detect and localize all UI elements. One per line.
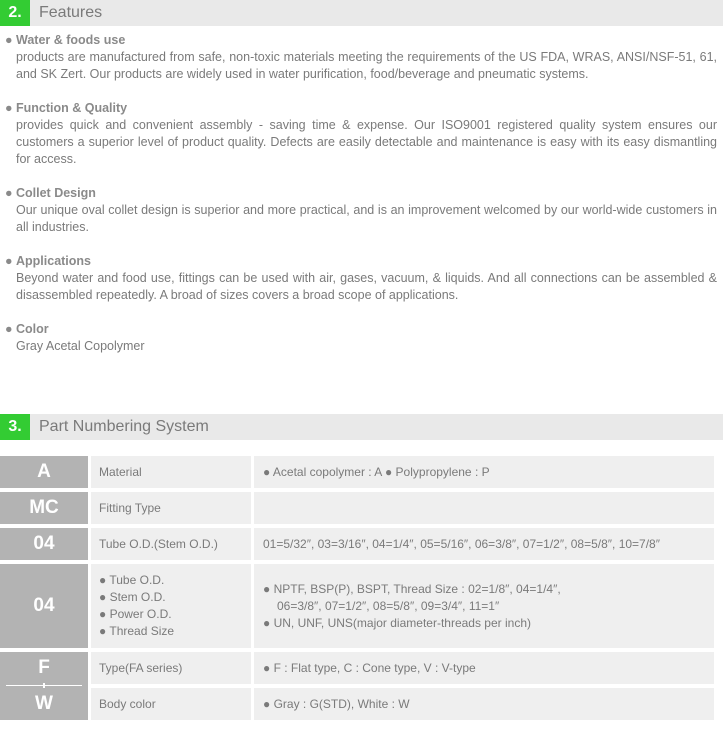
feature-applications bbox=[5, 253, 717, 304]
feature-water-foods bbox=[5, 32, 717, 83]
part-row-size-thread bbox=[0, 564, 714, 648]
label-line: ● Tube O.D. bbox=[99, 573, 165, 587]
feature-text: Beyond water and food use, fittings can be used with air, gases, vacuum, & liquids. And all connections can be assembled & disassembled repeatedly. A broad of sizes covers a broad scope of applications. bbox=[16, 271, 717, 302]
feature-color bbox=[5, 321, 717, 355]
part-label bbox=[91, 564, 251, 648]
value-line: ● UN, UNF, UNS(major diameter-threads per inch) bbox=[263, 615, 531, 630]
feature-title: Function & Quality bbox=[16, 101, 128, 115]
part-code: MC bbox=[0, 492, 88, 524]
part-value: ● Gray : G(STD), White : W bbox=[254, 688, 714, 720]
bullet-icon: ● bbox=[5, 101, 13, 115]
bullet-icon: ● bbox=[5, 186, 13, 200]
section-title: Features bbox=[39, 4, 103, 21]
part-row-fitting-type bbox=[0, 492, 714, 524]
code-connector bbox=[0, 683, 88, 688]
value-line: 06=3/8″, 07=1/2″, 08=5/8″, 09=3/4″, 11=1″ bbox=[277, 598, 500, 613]
part-row-type bbox=[0, 652, 714, 684]
part-label: Type(FA series) bbox=[91, 652, 251, 684]
label-line: ● Power O.D. bbox=[99, 607, 172, 621]
bullet-icon: ● bbox=[5, 322, 13, 336]
part-code: W bbox=[0, 688, 88, 720]
part-value: 01=5/32″, 03=3/16″, 04=1/4″, 05=5/16″, 06=3/8″, 07=1/2″, 08=5/8″, 10=7/8″ bbox=[254, 528, 714, 560]
feature-text: Our unique oval collet design is superior and more practical, and is an improvement welcomed by our world-wide customers in all industries. bbox=[16, 203, 717, 234]
part-value: ● F : Flat type, C : Cone type, V : V-type bbox=[254, 652, 714, 684]
part-code: 04 bbox=[0, 564, 88, 648]
part-code: 04 bbox=[0, 528, 88, 560]
part-numbering-header bbox=[0, 414, 723, 440]
part-row-body-color bbox=[0, 688, 714, 720]
feature-title: Color bbox=[16, 322, 49, 336]
features-header bbox=[0, 0, 723, 26]
part-code: A bbox=[0, 456, 88, 488]
section-number: 2. bbox=[0, 0, 30, 26]
bullet-icon: ● bbox=[5, 254, 13, 268]
part-label: Fitting Type bbox=[91, 492, 251, 524]
part-value bbox=[254, 564, 714, 648]
feature-title: Applications bbox=[16, 254, 92, 268]
label-line: ● Thread Size bbox=[99, 624, 175, 638]
section-number: 3. bbox=[0, 414, 30, 440]
part-row-tube-od bbox=[0, 528, 714, 560]
part-label: Material bbox=[91, 456, 251, 488]
part-code: F bbox=[0, 652, 88, 684]
part-label: Tube O.D.(Stem O.D.) bbox=[91, 528, 251, 560]
value-line: ● NPTF, BSP(P), BSPT, Thread Size : 02=1/8″, 04=1/4″, bbox=[263, 581, 561, 596]
part-label: Body color bbox=[91, 688, 251, 720]
feature-function-quality bbox=[5, 100, 717, 168]
bullet-icon: ● bbox=[5, 33, 13, 47]
label-line: ● Stem O.D. bbox=[99, 590, 166, 604]
part-value: ● Acetal copolymer : A ● Polypropylene : P bbox=[254, 456, 714, 488]
part-row-material bbox=[0, 456, 714, 488]
section-title: Part Numbering System bbox=[39, 418, 209, 435]
feature-title: Collet Design bbox=[16, 186, 96, 200]
feature-text: provides quick and convenient assembly - saving time & expense. Our ISO9001 registered quality system ensures our customers a superior level of product quality. Defects are easily detectable and maintenance is easy with its easy dismantling for access. bbox=[16, 118, 717, 166]
feature-title: Water & foods use bbox=[16, 33, 126, 47]
feature-text: Gray Acetal Copolymer bbox=[16, 339, 145, 353]
feature-collet-design bbox=[5, 185, 717, 236]
feature-text: products are manufactured from safe, non-toxic materials meeting the requirements of the US FDA, WRAS, ANSI/NSF-51, 61, and SK Zert. Our products are widely used in water purification, food/beverage and pneumatic systems. bbox=[16, 50, 717, 81]
part-value bbox=[254, 492, 714, 524]
